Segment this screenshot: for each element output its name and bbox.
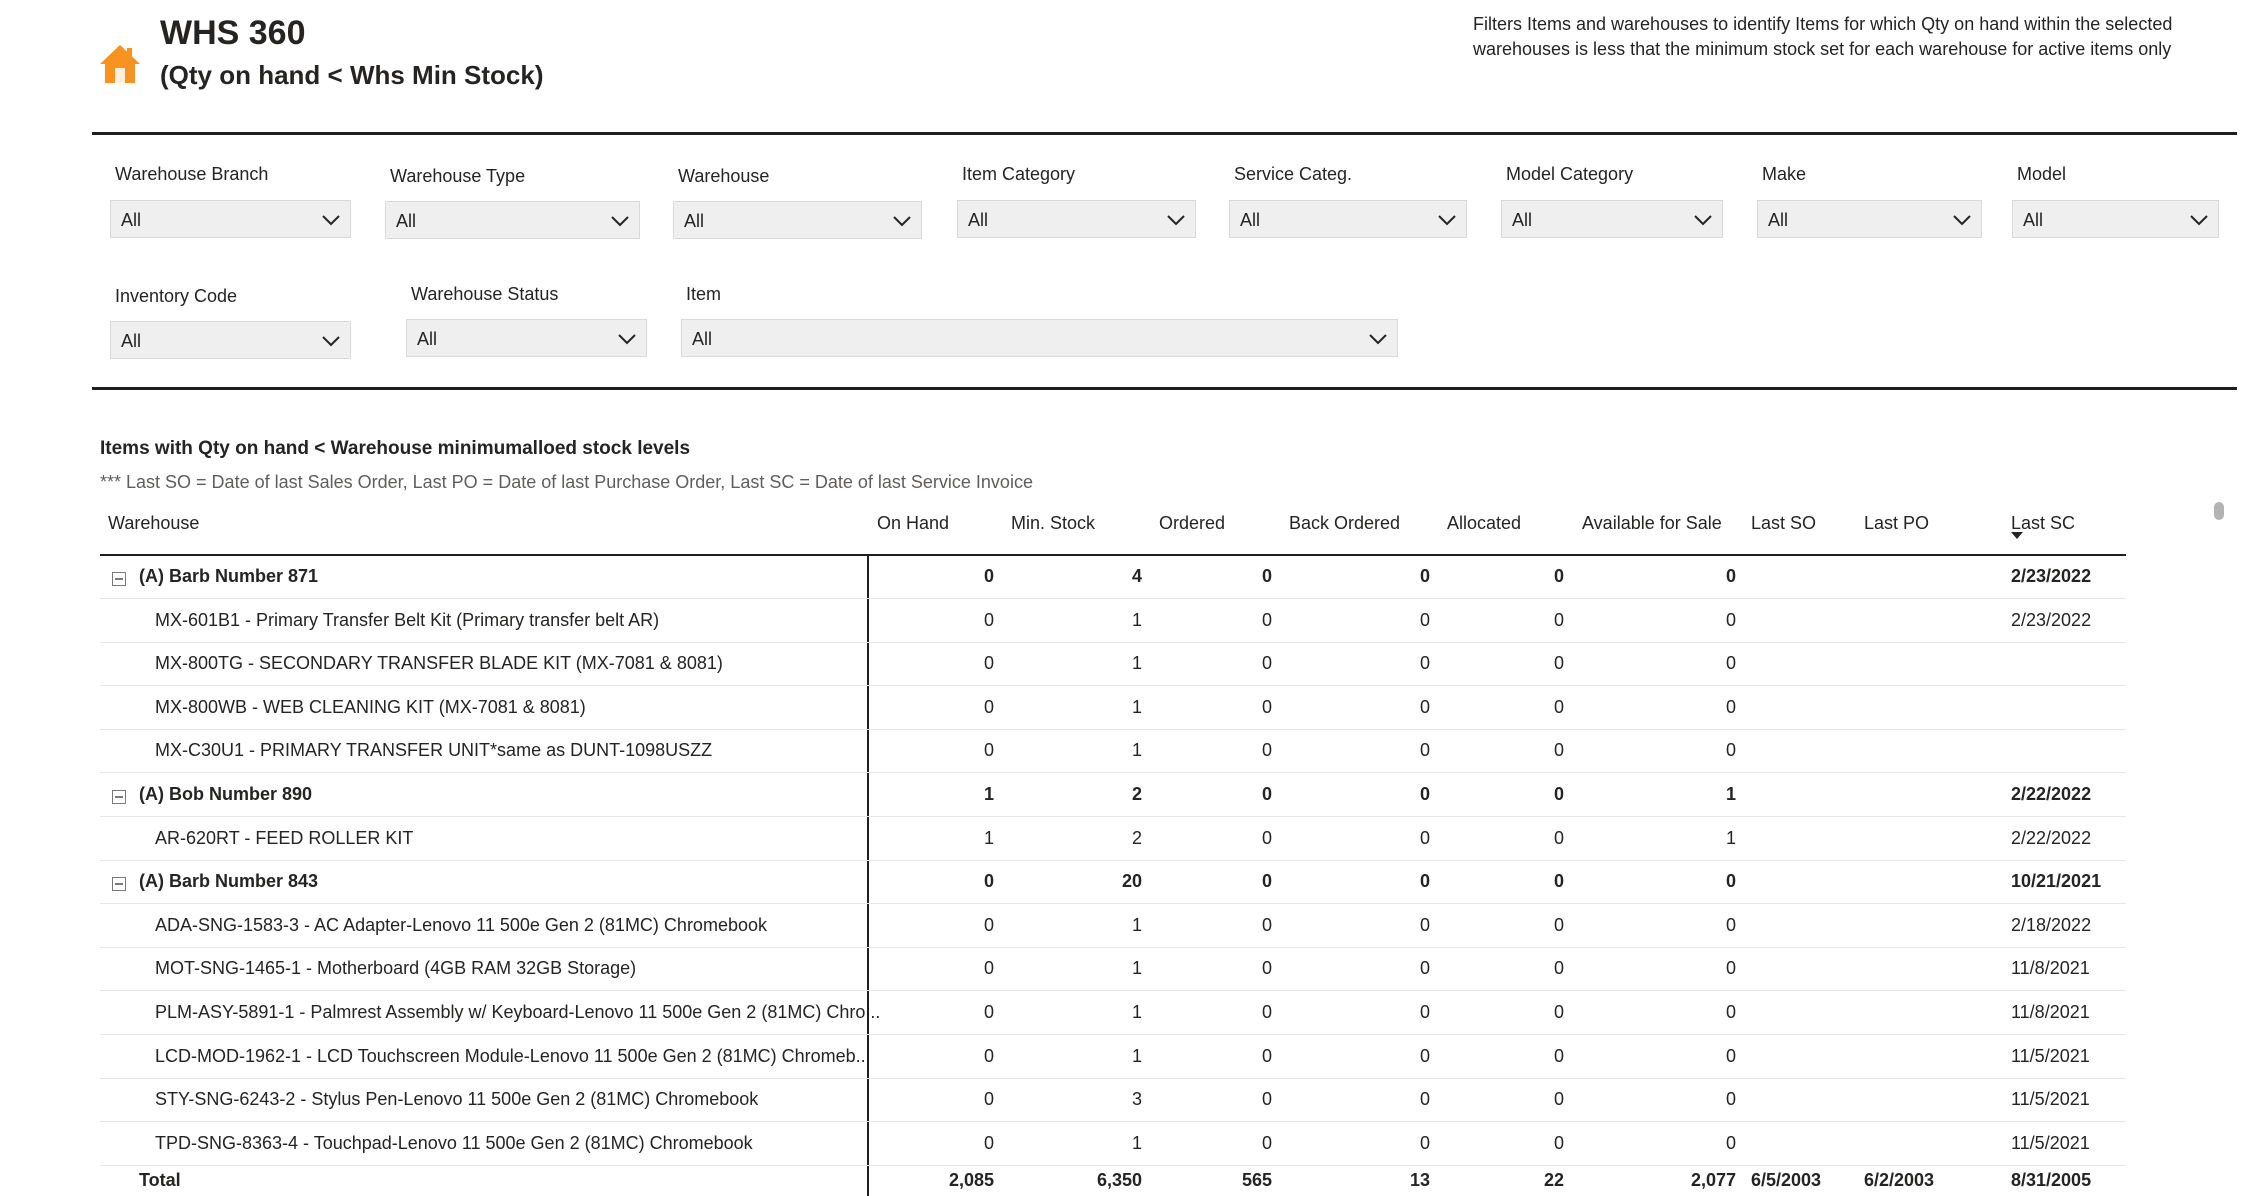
cell-on-hand: 0 (983, 1002, 994, 1022)
warehouse-value: All (684, 211, 705, 231)
header-divider (100, 554, 2126, 556)
row-divider (100, 860, 2126, 861)
cell-ordered: 0 (1261, 784, 1272, 804)
cell-ordered: 0 (1261, 609, 1272, 630)
warehouse-group-name[interactable]: (A) Barb Number 843 (139, 871, 319, 892)
cell-min-stock: 1 (1131, 958, 1142, 979)
total-on-hand: 2,085 (948, 1170, 994, 1190)
model-category-dropdown[interactable] (1501, 200, 1723, 238)
chevron-down-icon (891, 213, 913, 229)
col-header-last-po[interactable]: Last PO (1864, 513, 1930, 533)
row-divider (100, 903, 2126, 904)
column-divider (867, 556, 869, 1196)
cell-available: 0 (1725, 871, 1736, 892)
service-categ-value: All (1240, 210, 1261, 230)
chevron-down-icon (2188, 212, 2210, 228)
cell-back-ordered: 0 (1419, 740, 1430, 761)
cell-last-sc: 11/5/2021 (2011, 1089, 2090, 1110)
total-last-sc: 8/31/2005 (2011, 1170, 2092, 1190)
cell-available: 1 (1725, 827, 1736, 848)
cell-ordered: 0 (1261, 696, 1272, 717)
warehouse-status-value: All (417, 329, 438, 349)
row-divider (100, 1121, 2126, 1122)
table-title: Items with Qty on hand < Warehouse minimumalloed stock levels (100, 438, 691, 459)
item-label: Item (686, 284, 722, 304)
cell-allocated: 0 (1553, 740, 1564, 761)
sort-desc-icon[interactable] (2011, 532, 2023, 539)
cell-allocated: 0 (1553, 696, 1564, 717)
item-name: AR-620RT - FEED ROLLER KIT (155, 827, 414, 848)
cell-ordered: 0 (1261, 827, 1272, 848)
cell-min-stock: 1 (1131, 1132, 1142, 1153)
table-note: *** Last SO = Date of last Sales Order, Last PO = Date of last Purchase Order, Last SC = Date of last Service Invoice (100, 472, 1033, 492)
chevron-down-icon (609, 213, 631, 229)
cell-ordered: 0 (1261, 1002, 1272, 1022)
cell-ordered: 0 (1261, 914, 1272, 935)
item-category-value: All (968, 210, 989, 230)
chevron-down-icon (1165, 212, 1187, 228)
chevron-down-icon (1367, 331, 1389, 347)
inventory-code-dropdown[interactable] (110, 321, 351, 359)
total-back-ordered: 13 (1409, 1170, 1430, 1190)
warehouse-group-name[interactable]: (A) Barb Number 871 (139, 566, 319, 586)
cell-back-ordered: 0 (1419, 914, 1430, 935)
cell-back-ordered: 0 (1419, 1132, 1430, 1153)
cell-last-sc: 11/5/2021 (2011, 1045, 2090, 1066)
cell-back-ordered: 0 (1419, 958, 1430, 979)
row-divider (100, 642, 2126, 643)
cell-last-sc: 2/22/2022 (2011, 827, 2092, 848)
cell-on-hand: 1 (983, 784, 994, 804)
collapse-icon[interactable] (112, 572, 126, 586)
cell-allocated: 0 (1553, 653, 1564, 674)
cell-on-hand: 0 (983, 1045, 994, 1066)
cell-on-hand: 1 (983, 827, 994, 848)
model-value: All (2023, 210, 2044, 230)
item-value: All (692, 329, 713, 349)
cell-min-stock: 4 (1131, 566, 1142, 586)
chevron-down-icon (1951, 212, 1973, 228)
cell-min-stock: 1 (1131, 914, 1142, 935)
chevron-down-icon (320, 212, 342, 228)
cell-available: 0 (1725, 1045, 1736, 1066)
row-divider (100, 1078, 2126, 1079)
make-value: All (1768, 210, 1789, 230)
cell-on-hand: 0 (983, 914, 994, 935)
cell-last-sc: 2/22/2022 (2011, 784, 2092, 804)
warehouse-branch-value: All (121, 210, 142, 230)
total-available: 2,077 (1690, 1170, 1736, 1190)
cell-on-hand: 0 (983, 1089, 994, 1110)
cell-allocated: 0 (1553, 914, 1564, 935)
cell-min-stock: 3 (1131, 1089, 1142, 1110)
cell-on-hand: 0 (983, 871, 994, 892)
total-last-so: 6/5/2003 (1751, 1170, 1822, 1190)
col-header-ordered[interactable]: Ordered (1159, 513, 1226, 533)
item-name: STY-SNG-6243-2 - Stylus Pen-Lenovo 11 500e Gen 2 (81MC) Chromebook (155, 1089, 759, 1110)
cell-min-stock: 2 (1131, 827, 1142, 848)
cell-min-stock: 1 (1131, 696, 1142, 717)
service-categ-dropdown[interactable] (1229, 200, 1467, 238)
cell-available: 0 (1725, 958, 1736, 979)
total-label: Total (139, 1170, 181, 1190)
cell-available: 0 (1725, 1002, 1736, 1022)
chevron-down-icon (1692, 212, 1714, 228)
warehouse-type-value: All (396, 211, 417, 231)
cell-ordered: 0 (1261, 1089, 1272, 1110)
cell-last-sc: 2/18/2022 (2011, 914, 2092, 935)
cell-back-ordered: 0 (1419, 1045, 1430, 1066)
cell-allocated: 0 (1553, 566, 1564, 586)
cell-available: 0 (1725, 740, 1736, 761)
cell-last-sc: 2/23/2022 (2011, 609, 2092, 630)
cell-min-stock: 1 (1131, 1045, 1142, 1066)
item-name: MX-800TG - SECONDARY TRANSFER BLADE KIT (MX-7081 & 8081) (155, 653, 723, 674)
col-header-last-sc[interactable]: Last SC (2011, 513, 2076, 533)
cell-last-sc: 11/8/2021 (2011, 1002, 2090, 1022)
row-divider (100, 729, 2126, 730)
cell-back-ordered: 0 (1419, 1002, 1430, 1022)
row-divider (100, 990, 2126, 991)
cell-allocated: 0 (1553, 1089, 1564, 1110)
cell-last-sc: 11/8/2021 (2011, 958, 2090, 979)
item-name: MX-C30U1 - PRIMARY TRANSFER UNIT*same as DUNT-1098USZZ (155, 740, 713, 761)
cell-on-hand: 0 (983, 696, 994, 717)
filter-divider (92, 387, 2237, 390)
row-divider (100, 1034, 2126, 1035)
cell-min-stock: 20 (1121, 871, 1142, 892)
cell-available: 1 (1725, 784, 1736, 804)
cell-allocated: 0 (1553, 958, 1564, 979)
cell-min-stock: 2 (1131, 784, 1142, 804)
cell-back-ordered: 0 (1419, 566, 1430, 586)
col-header-available[interactable]: Available for Sale (1582, 513, 1722, 533)
chevron-down-icon (1436, 212, 1458, 228)
row-divider (100, 1165, 2126, 1166)
cell-min-stock: 1 (1131, 609, 1142, 630)
page-title: WHS 360 (160, 14, 306, 52)
cell-back-ordered: 0 (1419, 1089, 1430, 1110)
warehouse-branch-dropdown[interactable] (110, 200, 351, 238)
total-allocated: 22 (1543, 1170, 1564, 1190)
item-name: MOT-SNG-1465-1 - Motherboard (4GB RAM 32GB Storage) (155, 958, 637, 979)
cell-allocated: 0 (1553, 871, 1564, 892)
top-divider (92, 132, 2237, 135)
cell-min-stock: 1 (1131, 653, 1142, 674)
cell-available: 0 (1725, 609, 1736, 630)
cell-allocated: 0 (1553, 827, 1564, 848)
cell-ordered: 0 (1261, 740, 1272, 761)
page-subtitle: (Qty on hand < Whs Min Stock) (160, 60, 544, 90)
cell-on-hand: 0 (983, 1132, 994, 1153)
item-category-label: Item Category (962, 164, 1076, 184)
item-name: MX-800WB - WEB CLEANING KIT (MX-7081 & 8081) (155, 696, 586, 717)
cell-available: 0 (1725, 1089, 1736, 1110)
row-divider (100, 772, 2126, 773)
item-name: ADA-SNG-1583-3 - AC Adapter-Lenovo 11 500e Gen 2 (81MC) Chromebook (155, 914, 767, 935)
item-name: TPD-SNG-8363-4 - Touchpad-Lenovo 11 500e Gen 2 (81MC) Chromebook (155, 1132, 753, 1153)
cell-on-hand: 0 (983, 958, 994, 979)
cell-ordered: 0 (1261, 653, 1272, 674)
warehouse-status-label: Warehouse Status (411, 284, 559, 304)
cell-ordered: 0 (1261, 958, 1272, 979)
cell-ordered: 0 (1261, 566, 1272, 586)
cell-available: 0 (1725, 1132, 1736, 1153)
warehouse-group-name[interactable]: (A) Bob Number 890 (139, 784, 313, 804)
inventory-code-label: Inventory Code (115, 286, 238, 306)
total-last-po: 6/2/2003 (1864, 1170, 1935, 1190)
cell-on-hand: 0 (983, 566, 994, 586)
cell-back-ordered: 0 (1419, 609, 1430, 630)
inventory-code-value: All (121, 331, 142, 351)
cell-on-hand: 0 (983, 609, 994, 630)
cell-available: 0 (1725, 914, 1736, 935)
item-name: MX-601B1 - Primary Transfer Belt Kit (Primary transfer belt AR) (155, 609, 660, 630)
cell-min-stock: 1 (1131, 740, 1142, 761)
chevron-down-icon (320, 333, 342, 349)
cell-last-sc: 2/23/2022 (2011, 566, 2092, 586)
cell-ordered: 0 (1261, 1045, 1272, 1066)
cell-available: 0 (1725, 566, 1736, 586)
cell-ordered: 0 (1261, 871, 1272, 892)
cell-allocated: 0 (1553, 609, 1564, 630)
cell-min-stock: 1 (1131, 1002, 1142, 1022)
warehouse-label: Warehouse (678, 166, 770, 186)
cell-allocated: 0 (1553, 1132, 1564, 1153)
cell-back-ordered: 0 (1419, 871, 1430, 892)
total-ordered: 565 (1241, 1170, 1272, 1190)
make-dropdown[interactable] (1757, 200, 1982, 238)
col-header-allocated[interactable]: Allocated (1447, 513, 1522, 533)
service-categ-label: Service Categ. (1234, 164, 1353, 184)
row-divider (100, 947, 2126, 948)
col-header-warehouse[interactable]: Warehouse (108, 513, 200, 533)
cell-allocated: 0 (1553, 1002, 1564, 1022)
item-category-dropdown[interactable] (957, 200, 1196, 238)
cell-on-hand: 0 (983, 740, 994, 761)
row-divider (100, 598, 2126, 599)
home-icon[interactable] (98, 42, 142, 86)
make-label: Make (1762, 164, 1807, 184)
cell-last-sc: 10/21/2021 (2011, 871, 2102, 892)
cell-back-ordered: 0 (1419, 696, 1430, 717)
item-dropdown[interactable] (681, 319, 1398, 357)
model-category-label: Model Category (1506, 164, 1634, 184)
page-description: Filters Items and warehouses to identify Items for which Qty on hand within the selected warehouses is less that the minimum stock set for each warehouse for active items only (1473, 14, 2173, 59)
cell-allocated: 0 (1553, 1045, 1564, 1066)
col-header-min-stock[interactable]: Min. Stock (1011, 513, 1096, 533)
warehouse-dropdown[interactable] (673, 201, 922, 239)
col-header-last-so[interactable]: Last SO (1751, 513, 1817, 533)
item-name: PLM-ASY-5891-1 - Palmrest Assembly w/ Keyboard-Lenovo 11 500e Gen 2 (81MC) Chro... (155, 1002, 881, 1022)
cell-back-ordered: 0 (1419, 784, 1430, 804)
model-dropdown[interactable] (2012, 200, 2219, 238)
chevron-down-icon (616, 331, 638, 347)
cell-available: 0 (1725, 696, 1736, 717)
row-divider (100, 816, 2126, 817)
item-name: LCD-MOD-1962-1 - LCD Touchscreen Module-Lenovo 11 500e Gen 2 (81MC) Chromeb... (155, 1045, 871, 1066)
collapse-icon[interactable] (112, 790, 126, 804)
warehouse-branch-label: Warehouse Branch (115, 164, 269, 184)
col-header-on-hand[interactable]: On Hand (877, 513, 950, 533)
cell-ordered: 0 (1261, 1132, 1272, 1153)
collapse-icon[interactable] (112, 877, 126, 891)
total-min-stock: 6,350 (1096, 1170, 1142, 1190)
scrollbar-thumb[interactable] (2214, 502, 2224, 520)
warehouse-type-dropdown[interactable] (385, 201, 640, 239)
row-divider (100, 685, 2126, 686)
cell-back-ordered: 0 (1419, 653, 1430, 674)
model-label: Model (2017, 164, 2067, 184)
col-header-back-ordered[interactable]: Back Ordered (1289, 513, 1401, 533)
cell-on-hand: 0 (983, 653, 994, 674)
warehouse-type-label: Warehouse Type (390, 166, 526, 186)
cell-back-ordered: 0 (1419, 827, 1430, 848)
cell-last-sc: 11/5/2021 (2011, 1132, 2090, 1153)
warehouse-status-dropdown[interactable] (406, 319, 647, 357)
model-category-value: All (1512, 210, 1533, 230)
cell-available: 0 (1725, 653, 1736, 674)
cell-allocated: 0 (1553, 784, 1564, 804)
